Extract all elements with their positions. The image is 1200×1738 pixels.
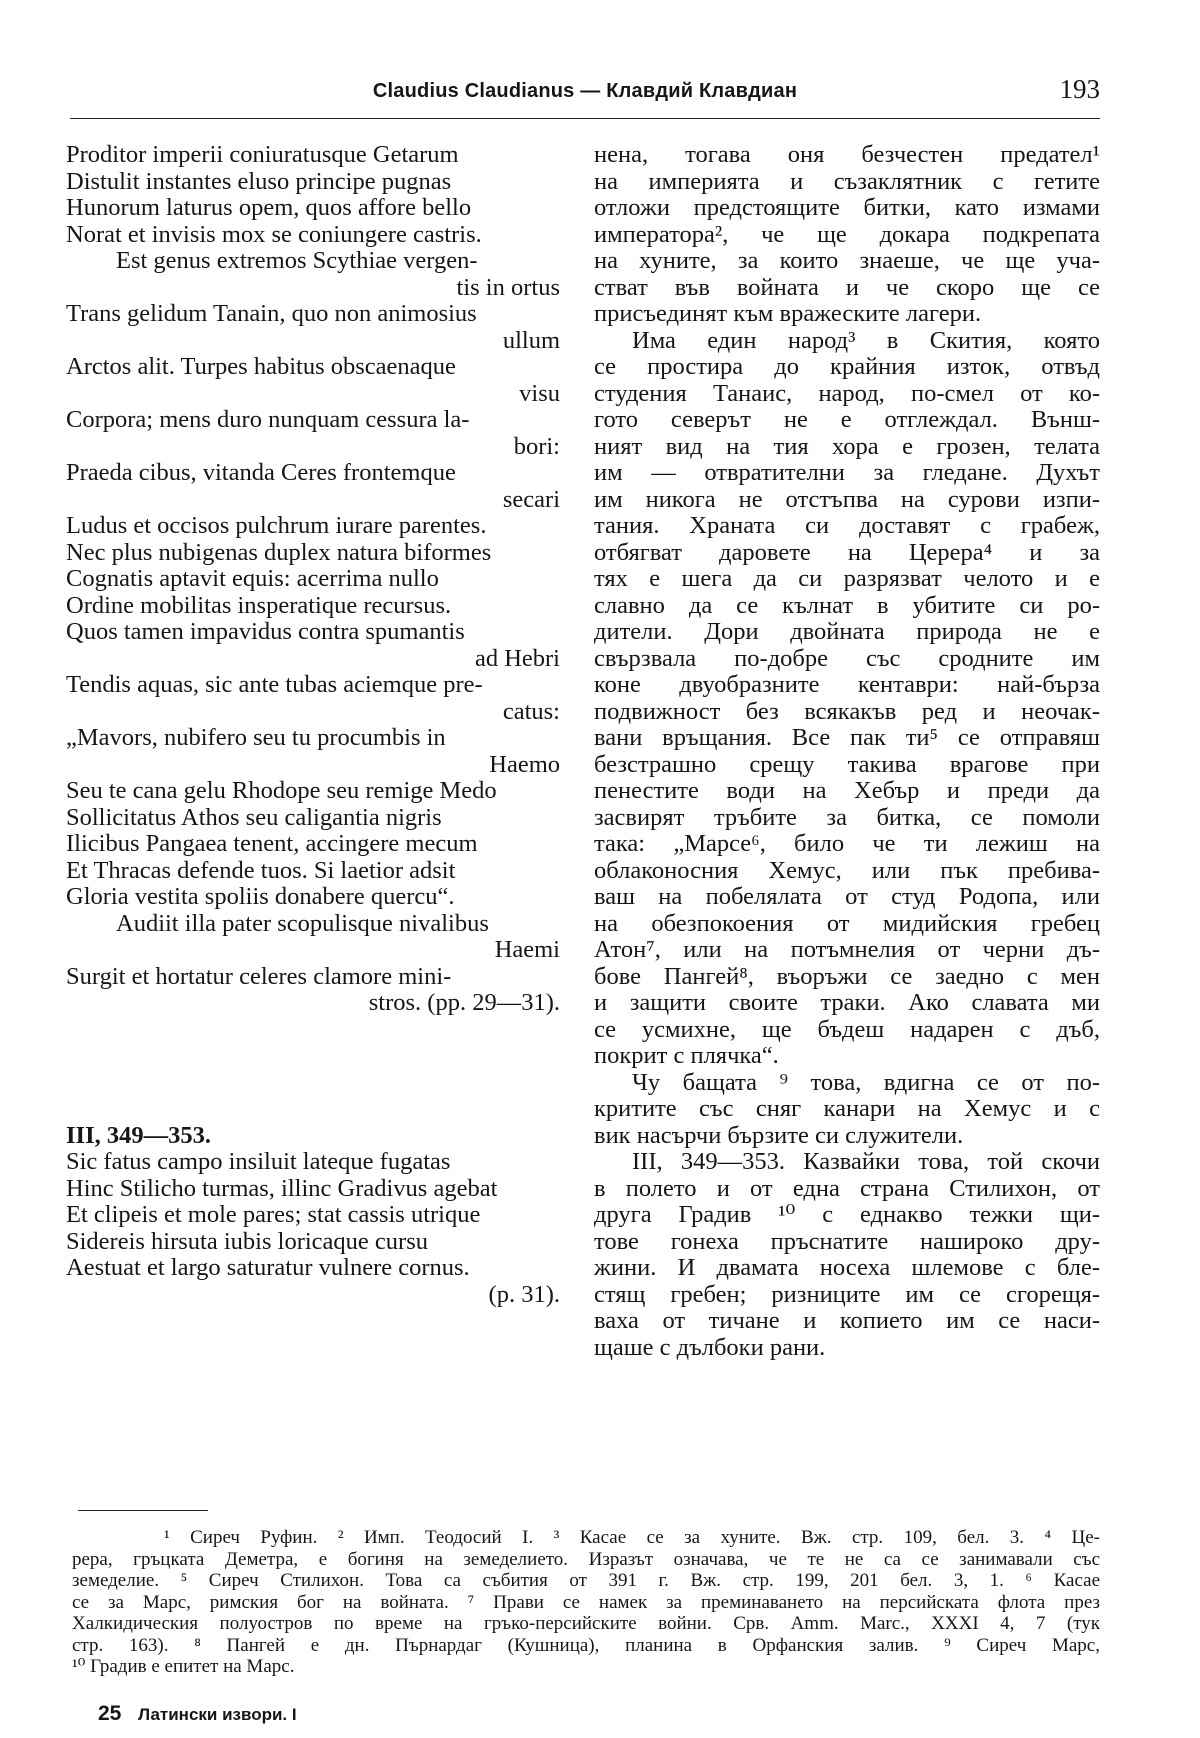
bg-text-line: пенестите води на Хебър и преди да (594, 777, 1100, 804)
latin-verse-line: tis in ortus (456, 273, 560, 301)
latin-verse-line: Ordine mobilitas insperatique recursus. (66, 591, 452, 619)
latin-section-heading: III, 349—353. (66, 1121, 211, 1149)
latin-verse-block-1 (66, 142, 570, 1017)
latin-verse-line: catus: (502, 697, 560, 725)
bg-text-line: подвижност без всякакъв ред и неочак- (594, 697, 1100, 725)
latin-verse-line: Sollicitatus Athos seu caligantia nigris (66, 803, 442, 831)
bg-text-line: се простира до крайния изток, отвъд (594, 353, 1100, 380)
bg-text-line: дители. Дори двойната природа не е (594, 618, 1100, 645)
latin-verse-line: „Mavors, nubifero seu tu procumbis in (66, 724, 446, 751)
footnote-line: ¹⁰ Градив е епитет на Марс. (72, 1656, 295, 1677)
latin-verse-line: Aestuat et largo saturatur vulnere cornus. (66, 1254, 470, 1281)
latin-verse-line: Sidereis hirsuta iubis loricaque cursu (66, 1227, 428, 1255)
footnote-line: Халкидическия полуостров по време на гръко-персийските войни. Срв. Amm. Marc., XXXI 4, 7 (тук (72, 1613, 1100, 1634)
bg-text-line: критите със сняг канари на Хемус и с (594, 1095, 1100, 1122)
bg-text-line: облаконосния Хемус, или пък пребива- (594, 856, 1100, 884)
bg-text-line: стват във войната и че скоро ще се (594, 273, 1100, 301)
latin-verse-line: Corpora; mens duro nunquam cessura la- (66, 406, 470, 433)
bg-text-line: на хуните, за които знаеше, че ще уча- (594, 247, 1100, 274)
bg-text-line: ваха от тичане и копието им се наси- (594, 1307, 1100, 1334)
bg-text-line: им — отвратителни за гледане. Духът (594, 459, 1100, 486)
bg-text-line: вик насърчи бързите си служители. (594, 1121, 964, 1149)
bg-paragraph-2 (594, 328, 1100, 1070)
latin-verse-line: stros. (pp. 29—31). (368, 989, 560, 1016)
latin-verse-line: Nec plus nubigenas duplex natura biformes (66, 538, 492, 566)
bg-text-line: друга Градив ¹⁰ с еднакво тежки щи- (594, 1201, 1100, 1228)
latin-verse-line: Proditor imperii coniuratusque Getarum (66, 141, 459, 168)
latin-verse-line: Est genus extremos Scythiae vergen- (116, 247, 478, 274)
bg-text-line: им никога не отстъпва на сурови изпи- (594, 485, 1100, 513)
bg-text-line: тания. Храната си доставят с грабеж, (594, 512, 1100, 539)
running-title: Claudius Claudianus — Клавдий Клавдиан (372, 80, 798, 102)
bg-text-line: отложи предстоящите битки, като измами (594, 194, 1100, 221)
bg-text-line: покрит с плячка“. (594, 1042, 779, 1069)
bg-text-line: Има един народ³ в Скития, която (632, 326, 1100, 354)
latin-verse-line: ad Hebri (474, 644, 560, 672)
bg-text-line: на обезпокоения от мидийския гребец (594, 909, 1100, 937)
bg-text-line: и защити своите траки. Ако славата ми (594, 989, 1100, 1016)
footnotes (72, 1527, 1100, 1678)
page-number: 193 (1059, 74, 1100, 104)
bg-text-line: бове Пангей⁸, въоръжи се заедно с мен (594, 962, 1100, 990)
latin-verse-line: Ludus et occisos pulchrum iurare parentes. (66, 512, 487, 539)
bg-text-line: коне двуобразните кентаври: най-бърза (594, 671, 1100, 698)
bg-text-line: гото северът не е отглеждал. Външ- (594, 406, 1100, 433)
printer-signature (98, 1702, 297, 1726)
bg-text-line: свързвала по-добре със сродните им (594, 644, 1100, 672)
latin-verse-line: Cognatis aptavit equis: acerrima nullo (66, 565, 439, 592)
latin-verse-line: Arctos alit. Turpes habitus obscaenaque (66, 353, 456, 380)
bg-text-line: III, 349—353. Казвайки това, той скочи (632, 1148, 1100, 1175)
bg-text-line: нена, тогава оня безчестен предател¹ (594, 141, 1100, 168)
bg-text-line: засвирят тръбите за битка, се помоли (594, 803, 1100, 831)
signature-number: 25 (98, 1702, 122, 1725)
latin-verse-line: Haemo (489, 750, 560, 778)
latin-verse-block-2 (66, 1149, 570, 1308)
latin-verse-line: Surgit et hortatur celeres clamore mini- (66, 962, 452, 990)
latin-verse-line: bori: (513, 432, 560, 460)
footnote-line: рера, гръцката Деметра, е богиня на земеделието. Изразът означава, че те не са се занимавали със (72, 1548, 1100, 1570)
latin-verse-line: Ilicibus Pangaea tenent, accingere mecum (66, 830, 478, 857)
latin-column (66, 142, 570, 1308)
bg-text-line: отбягват даровете на Церера⁴ и за (594, 538, 1100, 566)
bg-text-line: жини. И двамата носеха шлемове с бле- (594, 1254, 1100, 1281)
latin-verse-line: Distulit instantes eluso principe pugnas (66, 167, 452, 195)
latin-verse-line: visu (519, 379, 560, 407)
section-gap (66, 1017, 570, 1123)
bg-paragraph-1 (594, 142, 1100, 328)
bg-text-line: императора², че ще докара подкрепата (594, 220, 1100, 248)
bg-text-line: ваш на побелялата от студ Родопа, или (594, 883, 1100, 910)
running-header (70, 74, 1100, 104)
latin-verse-line: Praeda cibus, vitanda Ceres frontemque (66, 459, 456, 486)
bg-text-line: стящ гребен; ризниците им се сгорещя- (594, 1280, 1100, 1308)
latin-verse-line: (p. 31). (488, 1280, 560, 1308)
bg-text-line: се усмихне, ще бъдеш надарен с дъб, (594, 1015, 1100, 1043)
footnote-line: стр. 163). ⁸ Пангей е дн. Пърнардаг (Кушница), планина в Орфанския залив. ⁹ Сиреч Марс, (72, 1634, 1100, 1656)
latin-verse-line: Seu te cana gelu Rhodope seu remige Medo (66, 777, 497, 804)
latin-verse-line: Trans gelidum Tanain, quo non animosius (66, 300, 477, 327)
latin-verse-line: Haemi (494, 936, 560, 963)
bg-text-line: студения Танаис, народ, по-смел от ко- (594, 379, 1100, 407)
latin-verse-line: Et clipeis et mole pares; stat cassis utrique (66, 1201, 481, 1228)
bg-text-line: тях е шега да си разрязват челото и е (594, 565, 1100, 592)
latin-verse-line: Hinc Stilicho turmas, illinc Gradivus agebat (66, 1174, 498, 1202)
bg-text-line: славно да се кълнат в убитите си ро- (594, 591, 1100, 619)
latin-verse-line: Et Thracas defende tuos. Si laetior adsit (66, 856, 456, 884)
bg-text-line: Атон⁷, или на потъмнелия от черни дъ- (594, 936, 1100, 963)
latin-verse-line: Norat et invisis mox se coniungere castris. (66, 220, 482, 248)
latin-verse-line: Audiit illa pater scopulisque nivalibus (116, 909, 489, 937)
bg-paragraph-3 (594, 1070, 1100, 1150)
bg-text-line: вани връщания. Все пак ти⁵ се отправяш (594, 724, 1100, 751)
bg-text-line: щаше с дълбоки рани. (594, 1333, 826, 1361)
signature-text: Латински извори. I (138, 1705, 297, 1724)
footnote-line: се за Марс, римския бог на войната. ⁷ Прави се намек за преминаването на персийската флота през (72, 1591, 1100, 1613)
footnote-line: ¹ Сиреч Руфин. ² Имп. Теодосий I. ³ Касае се за хуните. Вж. стр. 109, бел. 3. ⁴ Це- (164, 1527, 1100, 1548)
footnote-rule (78, 1510, 208, 1511)
latin-verse-line: Gloria vestita spoliis donabere quercu“. (66, 883, 455, 910)
bg-text-line: присъединят към вражеските лагери. (594, 300, 982, 327)
bulgarian-column (594, 142, 1100, 1361)
latin-verse-line: Sic fatus campo insiluit lateque fugatas (66, 1148, 451, 1175)
bg-text-line: ният вид на тия хора е грозен, телата (594, 432, 1100, 460)
bg-text-line: на империята и съзаклятник с гетите (594, 167, 1100, 195)
bg-text-line: тове гонеха пръснатите нашироко дру- (594, 1227, 1100, 1255)
bg-text-line: безстрашно срещу такива врагове при (594, 750, 1100, 778)
bg-text-line: така: „Марсе⁶, било че ти лежиш на (594, 830, 1100, 857)
bg-text-line: в полето и от една страна Стилихон, от (594, 1174, 1100, 1202)
latin-verse-line: Tendis aquas, sic ante tubas aciemque pre- (66, 671, 483, 698)
latin-verse-line: Quos tamen impavidus contra spumantis (66, 618, 465, 645)
latin-verse-line: Hunorum laturus opem, quos affore bello (66, 194, 472, 221)
latin-verse-line: secari (502, 485, 560, 513)
footnote-line: земеделие. ⁵ Сиреч Стилихон. Това са събития от 391 г. Вж. стр. 199, 201 бел. 3, 1. ⁶ Касае (72, 1570, 1100, 1591)
header-rule (70, 118, 1100, 119)
bg-paragraph-4 (594, 1149, 1100, 1361)
latin-verse-line: ullum (502, 326, 560, 354)
bg-text-line: Чу бащата ⁹ това, вдигна се от по- (632, 1068, 1100, 1096)
